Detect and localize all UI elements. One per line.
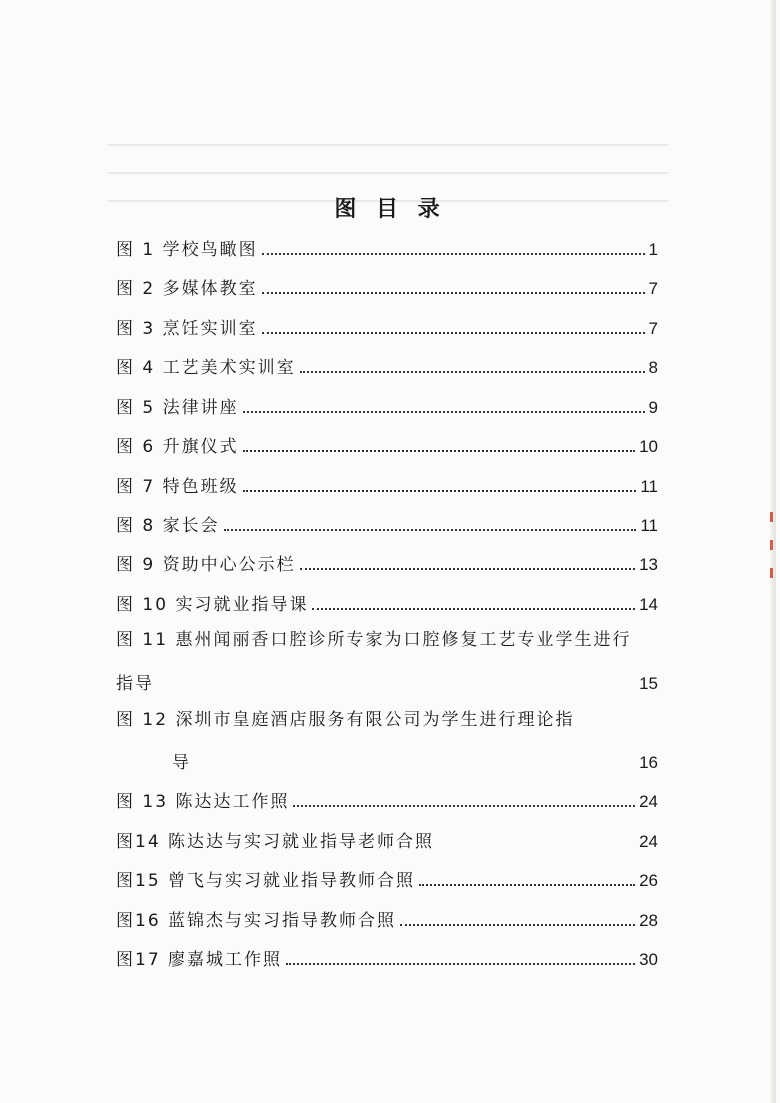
entry-label: 导 (172, 753, 191, 773)
dot-leader (262, 253, 645, 255)
dot-leader (400, 924, 635, 926)
entry-page: 7 (648, 319, 658, 338)
entry-page: 30 (639, 950, 658, 969)
dot-leader (312, 608, 635, 610)
toc-entry[interactable] (116, 942, 658, 970)
dot-leader (293, 805, 635, 807)
toc-entry[interactable] (116, 784, 658, 812)
toc-entry[interactable] (116, 666, 658, 694)
entry-page: 26 (639, 871, 658, 890)
entry-page: 8 (648, 358, 658, 377)
entry-page: 9 (648, 398, 658, 417)
entry-page: 28 (639, 911, 658, 930)
entry-page: 24 (639, 832, 658, 851)
page-title: 图 目 录 (334, 197, 446, 222)
dot-leader (286, 963, 635, 965)
dot-leader (300, 568, 635, 570)
entry-label: 图15 曾飞与实习就业指导教师合照 (116, 871, 416, 891)
toc-entry[interactable] (116, 547, 658, 575)
entry-label: 图 5 法律讲座 (116, 398, 239, 418)
entry-label-line1[interactable]: 图 11 惠州闻丽香口腔诊所专家为口腔修复工艺专业学生进行 (116, 630, 632, 650)
entry-page: 13 (639, 555, 658, 574)
entry-label: 图 8 家长会 (116, 516, 220, 536)
entry-label: 图 9 资助中心公示栏 (116, 555, 296, 575)
entry-page: 10 (639, 437, 658, 456)
toc-entry[interactable] (116, 232, 658, 260)
entry-label: 图 3 烹饪实训室 (116, 319, 258, 339)
dot-leader (195, 766, 635, 768)
entry-label: 图 10 实习就业指导课 (116, 595, 309, 615)
dot-leader (419, 884, 635, 886)
toc-entry[interactable] (116, 903, 658, 931)
entry-label: 图14 陈达达与实习就业指导老师合照 (116, 832, 435, 852)
dot-leader (243, 411, 645, 413)
toc-entry[interactable] (116, 824, 658, 852)
toc-entry[interactable] (116, 311, 658, 339)
dot-leader (300, 371, 645, 373)
dot-leader (243, 450, 635, 452)
toc-entry[interactable] (116, 587, 658, 615)
dot-leader (158, 687, 635, 689)
entry-label: 图17 廖嘉城工作照 (116, 950, 283, 970)
toc-entry[interactable] (116, 429, 658, 457)
entry-page: 7 (648, 279, 658, 298)
entry-page: 11 (640, 516, 658, 535)
dot-leader (262, 292, 645, 294)
entry-label: 图 13 陈达达工作照 (116, 792, 290, 812)
entry-page: 11 (640, 477, 658, 496)
entry-label-line1[interactable]: 图 12 深圳市皇庭酒店服务有限公司为学生进行理论指 (116, 710, 575, 730)
toc-entry[interactable] (116, 469, 658, 497)
dot-leader (224, 529, 637, 531)
red-mark (770, 540, 773, 550)
entry-page: 15 (639, 674, 658, 693)
toc-entry[interactable] (116, 508, 658, 536)
entry-page: 24 (639, 792, 658, 811)
entry-label: 图 4 工艺美术实训室 (116, 358, 296, 378)
dot-leader (438, 845, 635, 847)
entry-page: 14 (639, 595, 658, 614)
entry-label: 图 7 特色班级 (116, 477, 239, 497)
toc-entry[interactable] (116, 350, 658, 378)
entry-label: 指导 (116, 674, 154, 694)
entry-label: 图16 蓝锦杰与实习指导教师合照 (116, 911, 397, 931)
entry-label: 图 6 升旗仪式 (116, 437, 239, 457)
page-edge-shadow (770, 0, 776, 1103)
red-mark (770, 568, 773, 578)
toc-entry[interactable] (116, 390, 658, 418)
toc-entry[interactable] (116, 863, 658, 891)
entry-label: 图 2 多媒体教室 (116, 279, 258, 299)
toc-entry[interactable] (172, 745, 658, 773)
entry-page: 16 (639, 753, 658, 772)
dot-leader (262, 332, 645, 334)
entry-page: 1 (648, 240, 658, 259)
entry-label: 图 1 学校鸟瞰图 (116, 240, 258, 260)
red-mark (770, 512, 773, 522)
dot-leader (243, 490, 637, 492)
toc-entry[interactable] (116, 271, 658, 299)
